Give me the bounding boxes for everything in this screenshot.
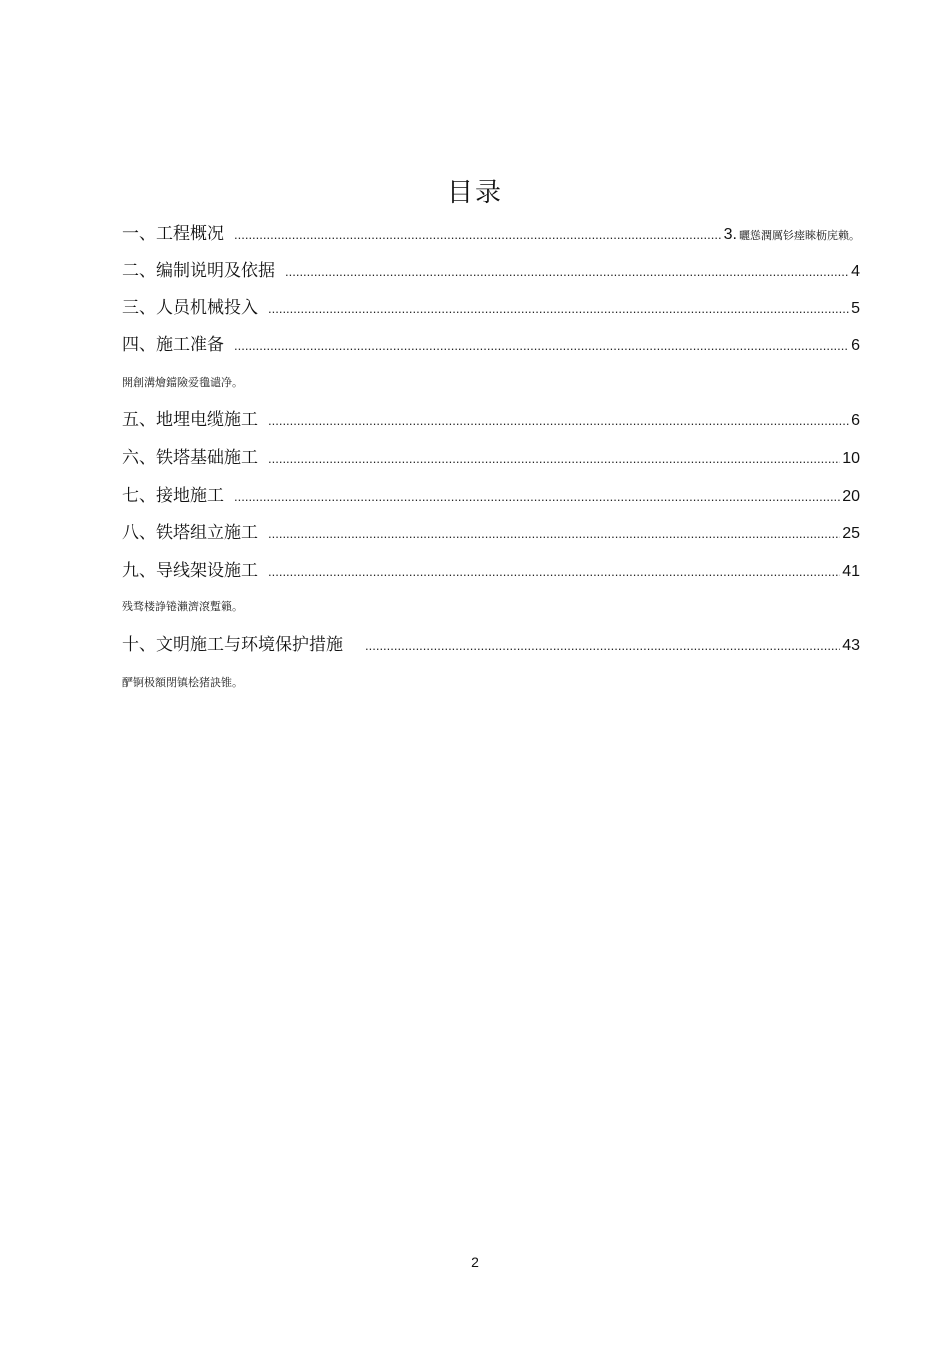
toc-entry-page: 6 [851, 412, 860, 429]
toc-entry-label: 三、人员机械投入 [122, 298, 258, 318]
toc-entry-page: 5 [851, 300, 860, 317]
toc-entry-page: 43 [842, 637, 860, 654]
toc-entry-6[interactable] [122, 447, 860, 470]
toc-entry-label: 一、工程概况 [122, 224, 224, 244]
toc-entry-1[interactable] [122, 223, 860, 247]
toc-entry-9[interactable] [122, 560, 860, 583]
toc-entry-page: 41 [842, 563, 860, 580]
toc-leader-dots [234, 335, 849, 357]
toc-entry-page: 3. [723, 226, 737, 243]
toc-leader-dots [234, 486, 840, 508]
garbled-text-line: 残骛楼諍锩瀨濟滾蹔籟。 [122, 600, 243, 613]
toc-entry-10[interactable] [122, 634, 860, 657]
toc-entry-label: 八、铁塔组立施工 [122, 523, 258, 543]
toc-entry-8[interactable] [122, 522, 860, 545]
page-number: 2 [471, 1254, 479, 1270]
toc-entry-page: 6 [851, 337, 860, 354]
toc-leader-dots [268, 410, 849, 432]
toc-entry-label: 十、文明施工与环境保护措施 [122, 635, 343, 655]
toc-entry-2[interactable] [122, 260, 860, 283]
toc-leader-dots [268, 298, 849, 320]
toc-entry-7[interactable] [122, 485, 860, 508]
toc-leader-dots [285, 261, 849, 283]
toc-leader-dots [365, 635, 840, 657]
toc-entry-label: 九、导线架设施工 [122, 561, 258, 581]
toc-entry-3[interactable] [122, 297, 860, 320]
toc-leader-dots [268, 561, 840, 583]
toc-entry-page: 10 [842, 450, 860, 467]
toc-leader-dots [268, 448, 840, 470]
toc-leader-dots [268, 523, 840, 545]
toc-entry-trail: 曬慫潤厲钐瘗睞枥庑赖。 [739, 229, 860, 242]
toc-entry-label: 二、编制说明及依据 [122, 261, 275, 281]
toc-entry-page: 25 [842, 525, 860, 542]
toc-entry-5[interactable] [122, 409, 860, 432]
toc-entry-label: 六、铁塔基础施工 [122, 448, 258, 468]
garbled-text-line: 酽锕极額閉镇桧猪訣锥。 [122, 676, 243, 689]
toc-title: 目录 [446, 178, 503, 208]
toc-entry-label: 四、施工准备 [122, 335, 224, 355]
garbled-text-line: 開創溝燴鐺險爱氇谴净。 [122, 376, 243, 389]
toc-entry-4[interactable] [122, 334, 860, 357]
toc-entry-page: 20 [842, 488, 860, 505]
toc-entry-label: 五、地埋电缆施工 [122, 410, 258, 430]
toc-leader-dots [234, 224, 722, 246]
toc-entry-page: 4 [851, 263, 860, 280]
toc-entry-label: 七、接地施工 [122, 486, 224, 506]
